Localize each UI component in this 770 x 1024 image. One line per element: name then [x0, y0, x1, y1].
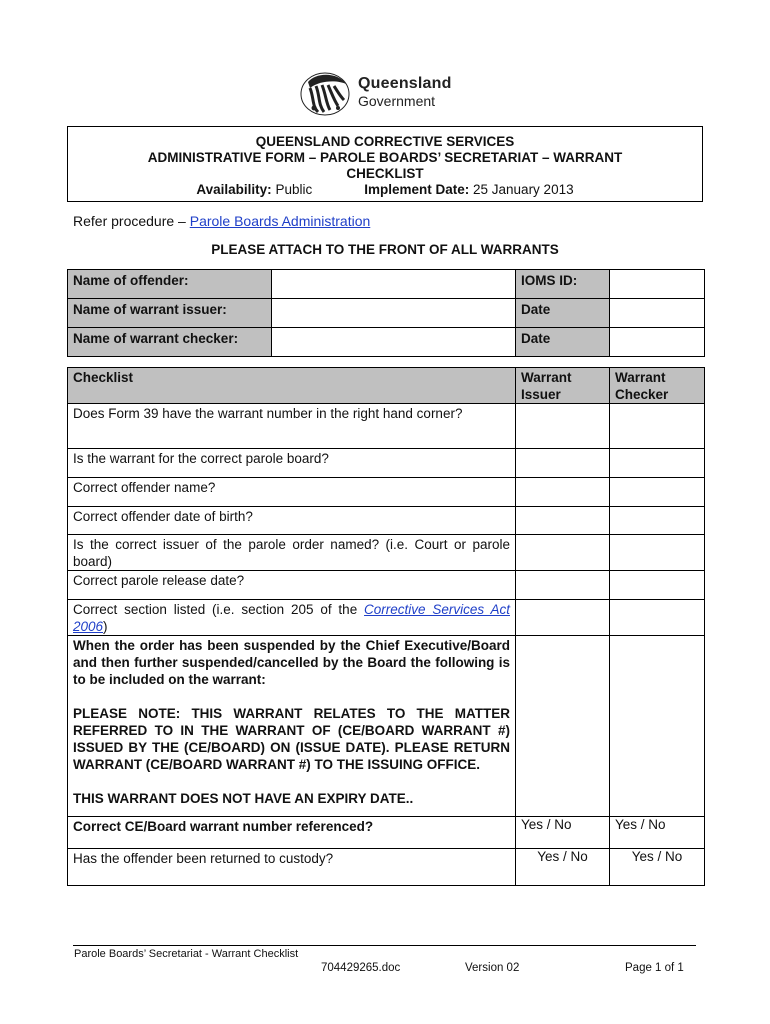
footer-version: Version 02 — [465, 962, 520, 974]
checker-yes-no-10[interactable]: Yes / No — [610, 849, 705, 886]
issuer-check-1[interactable] — [516, 404, 610, 449]
issuer-field[interactable] — [272, 299, 516, 328]
expiry-text: THIS WARRANT DOES NOT HAVE AN EXPIRY DATE.. — [73, 791, 414, 806]
ioms-field[interactable] — [610, 270, 705, 299]
checker-label: Name of warrant checker: — [68, 328, 272, 357]
checker-check-7[interactable] — [610, 600, 705, 636]
checker-check-3[interactable] — [610, 478, 705, 507]
issuer-label: Name of warrant issuer: — [68, 299, 272, 328]
checker-field[interactable] — [272, 328, 516, 357]
question-returned-custody: Has the offender been returned to custody? — [68, 849, 516, 886]
availability-value: Public — [275, 182, 313, 197]
suspended-intro: When the order has been suspended by the Chief Executive/Board and then further suspended/cancelled by the Board the following is to be included on the warrant: — [73, 638, 510, 687]
q7-prefix: Correct section listed (i.e. section 205 of the — [73, 602, 365, 617]
checker-check-8[interactable] — [610, 636, 705, 817]
checklist-row — [68, 849, 705, 886]
corrective-services-act-link[interactable]: Corrective Services Act 2006 — [73, 602, 510, 634]
issuer-date-field[interactable] — [610, 299, 705, 328]
warrant-info-table — [67, 269, 705, 357]
col-warrant-checker: Warrant Checker — [610, 368, 705, 404]
checklist-row — [68, 817, 705, 849]
footer-filename: 704429265.doc — [321, 962, 401, 974]
refer-procedure — [73, 213, 370, 229]
checklist-table — [67, 367, 705, 886]
issuer-check-7[interactable] — [516, 600, 610, 636]
availability-label: Availability: — [196, 182, 272, 197]
agency-title: QUEENSLAND CORRECTIVE SERVICES — [255, 134, 515, 149]
q7-suffix: ) — [103, 619, 108, 634]
footer-title: Parole Boards’ Secretariat - Warrant Checklist — [74, 948, 299, 960]
form-title-line2: CHECKLIST — [346, 166, 424, 181]
queensland-emblem-icon — [298, 68, 354, 118]
issuer-check-6[interactable] — [516, 571, 610, 600]
question-issuer-named: Is the correct issuer of the parole order named? (i.e. Court or parole board) — [68, 535, 516, 571]
question-offender-name: Correct offender name? — [68, 478, 516, 507]
checker-row — [68, 328, 705, 357]
queensland-government-logo — [298, 68, 473, 118]
issuer-date-label: Date — [516, 299, 610, 328]
form-title-line1: ADMINISTRATIVE FORM – PAROLE BOARDS’ SECRETARIAT – WARRANT — [147, 150, 623, 165]
checker-check-5[interactable] — [610, 535, 705, 571]
checklist-header: Checklist — [68, 368, 516, 404]
checklist-row — [68, 600, 705, 636]
attach-notice: PLEASE ATTACH TO THE FRONT OF ALL WARRANTS — [211, 242, 559, 257]
offender-label: Name of offender: — [68, 270, 272, 299]
issuer-check-3[interactable] — [516, 478, 610, 507]
refer-prefix: Refer procedure – — [73, 213, 190, 229]
issuer-yes-no-9[interactable]: Yes / No — [516, 817, 610, 849]
issuer-check-8[interactable] — [516, 636, 610, 817]
checker-check-2[interactable] — [610, 449, 705, 478]
checker-date-label: Date — [516, 328, 610, 357]
implement-date-label: Implement Date: — [364, 182, 470, 197]
issuer-check-5[interactable] — [516, 535, 610, 571]
offender-field[interactable] — [272, 270, 516, 299]
implement-date-value: 25 January 2013 — [473, 182, 574, 197]
ioms-label: IOMS ID: — [516, 270, 610, 299]
checker-check-4[interactable] — [610, 507, 705, 535]
checklist-row — [68, 404, 705, 449]
checklist-row — [68, 571, 705, 600]
checklist-row — [68, 507, 705, 535]
checker-check-1[interactable] — [610, 404, 705, 449]
issuer-check-2[interactable] — [516, 449, 610, 478]
checklist-row — [68, 636, 705, 817]
checklist-row — [68, 478, 705, 507]
issuer-check-4[interactable] — [516, 507, 610, 535]
issuer-yes-no-10[interactable]: Yes / No — [516, 849, 610, 886]
checklist-row — [68, 449, 705, 478]
question-section-listed — [68, 600, 516, 636]
question-parole-board: Is the warrant for the correct parole board? — [68, 449, 516, 478]
checklist-row — [68, 535, 705, 571]
question-offender-dob: Correct offender date of birth? — [68, 507, 516, 535]
col-warrant-issuer: Warrant Issuer — [516, 368, 610, 404]
please-note-text: PLEASE NOTE: THIS WARRANT RELATES TO THE MATTER REFERRED TO IN THE WARRANT OF (CE/BOARD WARRANT #) ISSUED BY THE (CE/BOARD) ON (ISSUE DATE). PLEASE RETURN WARRANT (CE/BOARD WARRANT #) TO THE ISSUING OFFICE. — [73, 706, 510, 772]
checker-check-6[interactable] — [610, 571, 705, 600]
procedure-link[interactable]: Parole Boards Administration — [189, 213, 371, 229]
form-header-box — [67, 126, 703, 202]
availability-row — [68, 182, 702, 198]
checker-date-field[interactable] — [610, 328, 705, 357]
logo-brand-text: Queensland — [358, 75, 452, 92]
footer-divider — [73, 945, 696, 946]
issuer-row — [68, 299, 705, 328]
question-release-date: Correct parole release date? — [68, 571, 516, 600]
offender-row — [68, 270, 705, 299]
question-ce-board-number: Correct CE/Board warrant number referenced? — [68, 817, 516, 849]
question-suspended-order — [68, 636, 516, 817]
question-form39: Does Form 39 have the warrant number in the right hand corner? — [68, 404, 516, 449]
checker-yes-no-9[interactable]: Yes / No — [610, 817, 705, 849]
logo-sub-text: Government — [358, 93, 436, 109]
footer-page-number: Page 1 of 1 — [625, 962, 684, 974]
checklist-header-row — [68, 368, 705, 404]
